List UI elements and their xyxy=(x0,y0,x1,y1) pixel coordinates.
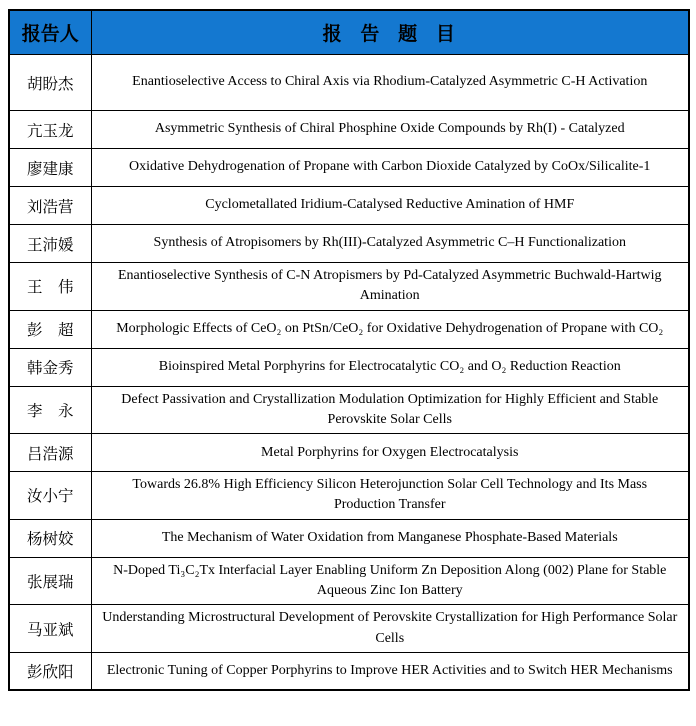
report-title: Cyclometallated Iridium-Catalysed Reductive Amination of HMF xyxy=(91,187,689,225)
table-row xyxy=(9,263,689,311)
reporter-name: 刘浩营 xyxy=(9,187,91,225)
table-row xyxy=(9,605,689,653)
table-row xyxy=(9,557,689,605)
header-title-label: 报 告 题 目 xyxy=(91,10,689,55)
reporter-name: 彭 超 xyxy=(9,310,91,348)
table-row xyxy=(9,472,689,520)
report-title: Defect Passivation and Crystallization Modulation Optimization for Highly Efficient and Stable Perovskite Solar Cells xyxy=(91,386,689,434)
table-row xyxy=(9,386,689,434)
table-row xyxy=(9,310,689,348)
reporter-name: 王沛媛 xyxy=(9,225,91,263)
report-title: Synthesis of Atropisomers by Rh(III)-Catalyzed Asymmetric C–H Functionalization xyxy=(91,225,689,263)
table-row xyxy=(9,519,689,557)
reporter-name: 胡盼杰 xyxy=(9,55,91,111)
reporter-name: 韩金秀 xyxy=(9,348,91,386)
report-title: Bioinspired Metal Porphyrins for Electrocatalytic CO₂ and O₂ Reduction Reaction xyxy=(91,348,689,386)
table-row xyxy=(9,652,689,690)
reporter-name: 彭欣阳 xyxy=(9,652,91,690)
table-row xyxy=(9,111,689,149)
reporter-name: 王 伟 xyxy=(9,263,91,311)
header-row xyxy=(9,10,689,55)
report-title: N-Doped Ti₃C₂Tx Interfacial Layer Enabling Uniform Zn Deposition Along (002) Plane for Stable Aqueous Zinc Ion Battery xyxy=(91,557,689,605)
report-schedule-table xyxy=(8,9,690,691)
reporter-name: 李 永 xyxy=(9,386,91,434)
table-row xyxy=(9,348,689,386)
table-row xyxy=(9,149,689,187)
report-title: The Mechanism of Water Oxidation from Manganese Phosphate-Based Materials xyxy=(91,519,689,557)
report-title: Morphologic Effects of CeO₂ on PtSn/CeO₂ for Oxidative Dehydrogenation of Propane with CO₂ xyxy=(91,310,689,348)
table-body xyxy=(9,55,689,691)
report-title: Asymmetric Synthesis of Chiral Phosphine Oxide Compounds by Rh(I) - Catalyzed xyxy=(91,111,689,149)
report-title: Oxidative Dehydrogenation of Propane with Carbon Dioxide Catalyzed by CoOx/Silicalite-1 xyxy=(91,149,689,187)
report-title: Towards 26.8% High Efficiency Silicon Heterojunction Solar Cell Technology and Its Mass Production Transfer xyxy=(91,472,689,520)
reporter-name: 吕浩源 xyxy=(9,434,91,472)
table-row xyxy=(9,187,689,225)
report-title: Enantioselective Synthesis of C-N Atropismers by Pd-Catalyzed Asymmetric Buchwald-Hartwig Amination xyxy=(91,263,689,311)
report-title: Understanding Microstructural Development of Perovskite Crystallization for High Performance Solar Cells xyxy=(91,605,689,653)
reporter-name: 杨树姣 xyxy=(9,519,91,557)
report-title: Metal Porphyrins for Oxygen Electrocatalysis xyxy=(91,434,689,472)
reporter-name: 亢玉龙 xyxy=(9,111,91,149)
table-row xyxy=(9,434,689,472)
reporter-name: 马亚斌 xyxy=(9,605,91,653)
report-title: Enantioselective Access to Chiral Axis via Rhodium-Catalyzed Asymmetric C-H Activation xyxy=(91,55,689,111)
reporter-name: 张展瑞 xyxy=(9,557,91,605)
header-reporter-label: 报告人 xyxy=(9,10,91,55)
report-title: Electronic Tuning of Copper Porphyrins to Improve HER Activities and to Switch HER Mechanisms xyxy=(91,652,689,690)
reporter-name: 廖建康 xyxy=(9,149,91,187)
table-row xyxy=(9,225,689,263)
reporter-name: 汝小宁 xyxy=(9,472,91,520)
table-row xyxy=(9,55,689,111)
